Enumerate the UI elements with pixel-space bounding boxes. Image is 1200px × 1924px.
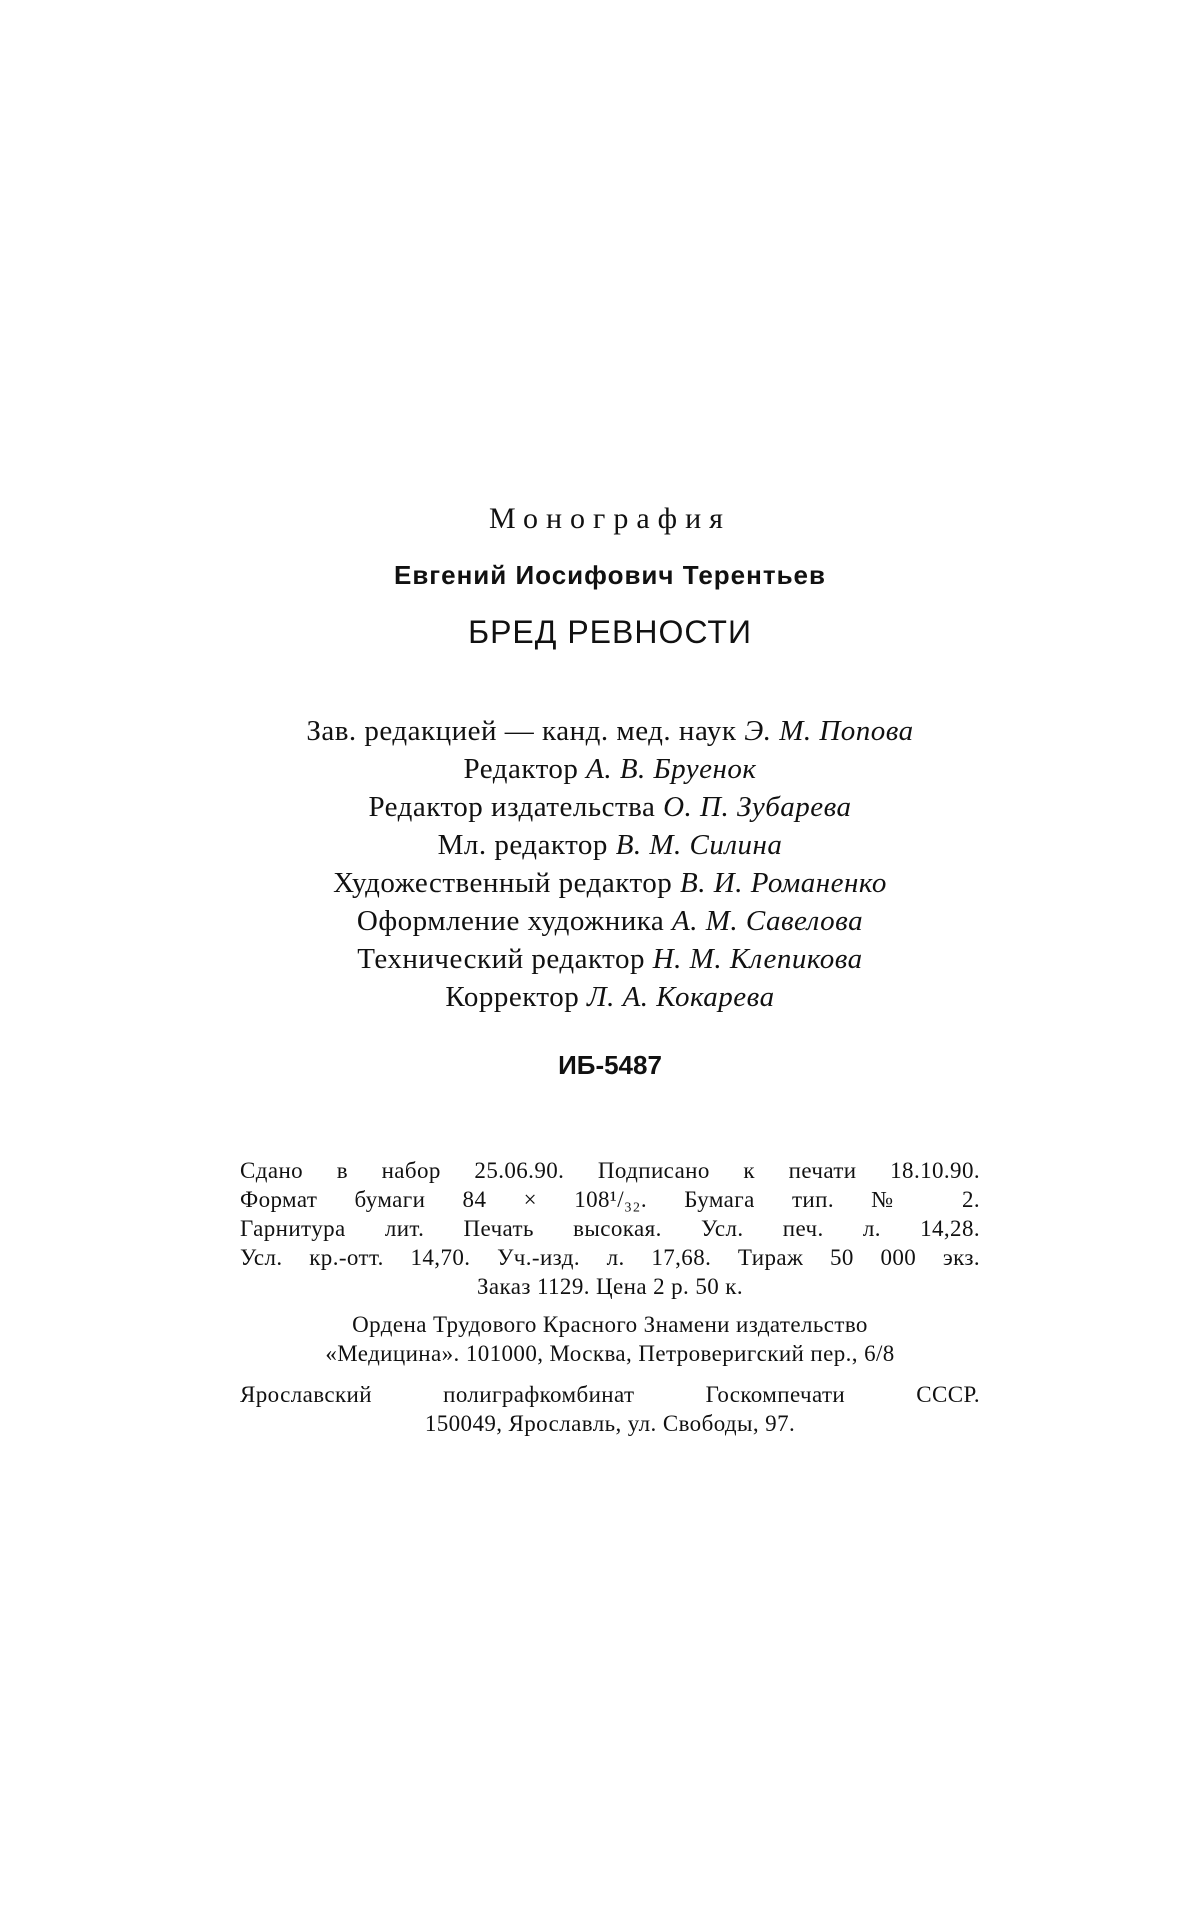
credit-person: А. М. Савелова	[672, 905, 864, 937]
credit-row	[240, 940, 980, 978]
credit-person: А. В. Бруенок	[586, 753, 757, 785]
credit-person: В. И. Романенко	[680, 867, 887, 899]
author-name: Евгений Иосифович Терентьев	[393, 560, 826, 590]
credit-role: Редактор издательства	[368, 791, 656, 823]
credit-role: Зав. редакцией — канд. мед. наук	[306, 715, 737, 747]
credit-row	[240, 978, 980, 1016]
imprint-block	[240, 1156, 980, 1301]
credit-person: Л. А. Кокарева	[586, 981, 775, 1013]
credit-role: Корректор	[445, 981, 580, 1013]
imprint-line: Сдано в набор 25.06.90. Подписано к печати 18.10.90.	[240, 1158, 980, 1183]
printer-line: 150049, Ярославль, ул. Свободы, 97.	[424, 1411, 796, 1436]
imprint-line: Усл. кр.-отт. 14,70. Уч.-изд. л. 17,68. Тираж 50 000 экз.	[240, 1245, 980, 1270]
credit-person: Э. М. Попова	[744, 715, 914, 747]
credit-row	[240, 750, 980, 788]
printer-line: Ярославский полиграфкомбинат Госкомпечати СССР.	[240, 1382, 980, 1407]
genre-label: Монография	[489, 502, 731, 535]
credit-role: Редактор	[463, 753, 579, 785]
printer-block	[240, 1380, 980, 1438]
publication-code: ИБ-5487	[558, 1050, 662, 1080]
credit-role: Мл. редактор	[437, 829, 608, 861]
book-title: БРЕД РЕВНОСТИ	[468, 614, 752, 650]
publisher-line: Ордена Трудового Красного Знамени издательство	[352, 1312, 868, 1337]
credit-row	[240, 788, 980, 826]
credit-person: О. П. Зубарева	[663, 791, 852, 823]
credit-role: Оформление художника	[356, 905, 665, 937]
credit-person: Н. М. Клепикова	[652, 943, 863, 975]
imprint-line: Формат бумаги 84 × 108¹/₃₂. Бумага тип. № 2.	[240, 1187, 980, 1212]
credit-person: В. М. Силина	[615, 829, 783, 861]
imprint-line: Гарнитура лит. Печать высокая. Усл. печ. л. 14,28.	[240, 1216, 980, 1241]
credit-row	[240, 902, 980, 940]
credit-row	[240, 864, 980, 902]
imprint-line: Заказ 1129. Цена 2 р. 50 к.	[476, 1274, 744, 1299]
credits-list	[240, 712, 980, 1016]
credit-row	[240, 826, 980, 864]
credit-role: Художественный редактор	[333, 867, 673, 899]
credit-role: Технический редактор	[357, 943, 645, 975]
credit-row	[240, 712, 980, 750]
publisher-line: «Медицина». 101000, Москва, Петроверигский пер., 6/8	[325, 1341, 895, 1366]
publisher-block	[240, 1310, 980, 1368]
